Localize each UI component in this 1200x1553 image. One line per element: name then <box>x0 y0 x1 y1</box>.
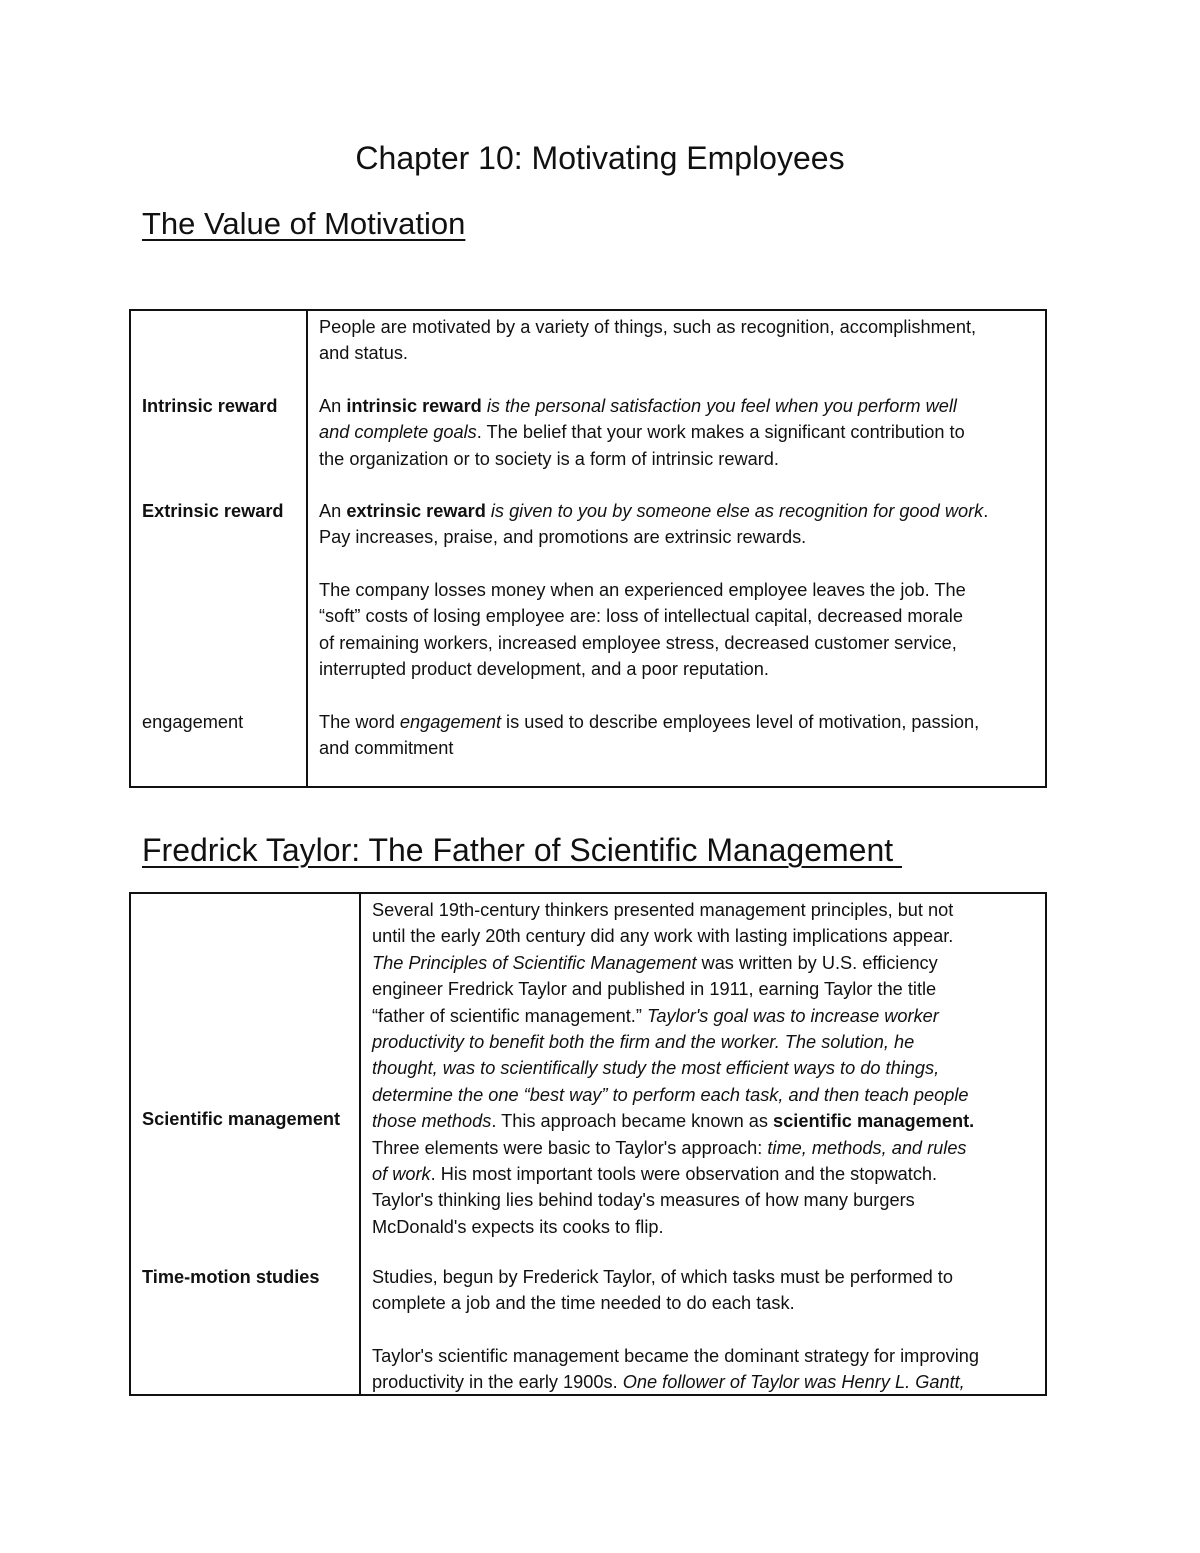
text-run: The word <box>319 712 400 732</box>
text-line: “soft” costs of losing employee are: loss of intellectual capital, decreased morale <box>319 606 963 627</box>
definition-text: is given to you by someone else as recognition for good work <box>485 501 984 521</box>
italic-text: One follower of Taylor was Henry L. Gantt, <box>622 1372 965 1393</box>
term-time-motion-studies: Time-motion studies <box>142 1267 320 1287</box>
text-line: Pay increases, praise, and promotions are extrinsic rewards. <box>319 527 807 548</box>
section-heading-fredrick-taylor: Fredrick Taylor: The Father of Scientific Management <box>142 832 903 868</box>
keyword-engagement: engagement <box>399 712 501 732</box>
text-line <box>372 1003 1035 1029</box>
text-run: An <box>319 396 347 416</box>
term-intrinsic-reward: Intrinsic reward <box>142 396 278 416</box>
text-run: . This approach became known as <box>491 1111 774 1132</box>
motivation-table <box>129 309 1047 788</box>
term-engagement: engagement <box>142 712 244 732</box>
text-run: . The belief that your work makes a significant contribution to <box>476 422 965 443</box>
text-line <box>372 1161 1035 1187</box>
text-line <box>319 498 1035 524</box>
text-line <box>372 1135 1035 1161</box>
text-run: is used to describe employees level of motivation, passion, <box>501 712 980 732</box>
text-line: Taylor's thinking lies behind today's measures of how many burgers <box>372 1190 915 1211</box>
italic-text: Taylor's goal was to increase worker <box>646 1005 939 1026</box>
paragraph-motivation-intro <box>319 314 1035 367</box>
definition-text: and complete goals <box>319 422 477 443</box>
italic-text: those methods <box>372 1111 492 1132</box>
paragraph-dominant-strategy <box>372 1343 1035 1396</box>
text-run: An <box>319 501 347 521</box>
term-extrinsic-reward: Extrinsic reward <box>142 501 284 521</box>
text-run: Three elements were basic to Taylor's approach: <box>372 1137 768 1158</box>
text-line: until the early 20th century did any work with lasting implications appear. <box>372 926 954 947</box>
text-line: and status. <box>319 343 408 364</box>
definition-text: is the personal satisfaction you feel when you perform well <box>481 396 957 416</box>
italic-text: of work <box>372 1164 431 1185</box>
italic-text: time, methods, and rules <box>767 1137 967 1158</box>
definition-column <box>361 894 1045 1394</box>
text-line <box>372 1055 1035 1081</box>
paragraph-turnover-costs <box>319 577 1035 683</box>
italic-text: thought, was to scientifically study the most efficient ways to do things, <box>372 1058 940 1079</box>
page-title: Chapter 10: Motivating Employees <box>355 140 845 176</box>
text-run: was written by U.S. efficiency <box>696 952 938 973</box>
text-line: Taylor's scientific management became the dominant strategy for improving <box>372 1346 979 1366</box>
text-line: The company losses money when an experienced employee leaves the job. The <box>319 580 966 600</box>
text-line: complete a job and the time needed to do each task. <box>372 1293 795 1314</box>
text-run: . <box>983 501 989 521</box>
paragraph-scientific-management <box>372 897 1035 1240</box>
text-line <box>372 1029 1035 1055</box>
text-line: of remaining workers, increased employee stress, decreased customer service, <box>319 632 957 653</box>
text-line: Several 19th-century thinkers presented management principles, but not <box>372 900 954 920</box>
definition-column <box>308 311 1045 786</box>
text-run: productivity in the early 1900s. <box>372 1372 623 1393</box>
text-line: Studies, begun by Frederick Taylor, of which tasks must be performed to <box>372 1267 953 1287</box>
text-line <box>372 1108 1035 1134</box>
text-run: “father of scientific management.” <box>372 1005 647 1026</box>
paragraph-extrinsic-reward <box>319 498 1035 551</box>
section-heading-value-of-motivation: The Value of Motivation <box>142 206 466 241</box>
text-line <box>319 419 1035 445</box>
keyword-scientific-management: scientific management. <box>773 1111 975 1132</box>
term-column <box>131 311 308 786</box>
text-line: engineer Fredrick Taylor and published in 1911, earning Taylor the title <box>372 979 937 1000</box>
italic-text: determine the one “best way” to perform each task, and then teach people <box>372 1084 969 1105</box>
text-line <box>372 950 1035 976</box>
text-line: interrupted product development, and a poor reputation. <box>319 659 769 680</box>
keyword-intrinsic-reward: intrinsic reward <box>346 396 482 416</box>
paragraph-intrinsic-reward <box>319 393 1035 472</box>
text-line <box>372 1369 1035 1395</box>
keyword-extrinsic-reward: extrinsic reward <box>346 501 486 521</box>
text-run: . His most important tools were observation and the stopwatch. <box>430 1164 938 1185</box>
text-line <box>319 393 1035 419</box>
term-scientific-management: Scientific management <box>142 1109 341 1129</box>
text-line <box>319 709 1035 735</box>
text-line: People are motivated by a variety of things, such as recognition, accomplishment, <box>319 317 977 337</box>
book-title: The Principles of Scientific Management <box>372 952 697 973</box>
term-column <box>131 894 361 1394</box>
italic-text: productivity to benefit both the firm and the worker. The solution, he <box>372 1032 915 1053</box>
text-line: McDonald's expects its cooks to flip. <box>372 1216 664 1237</box>
paragraph-engagement <box>319 709 1035 762</box>
scientific-management-table <box>129 892 1047 1396</box>
paragraph-time-motion-studies <box>372 1264 1035 1317</box>
text-line: the organization or to society is a form of intrinsic reward. <box>319 448 779 469</box>
text-line: and commitment <box>319 738 454 759</box>
text-line <box>372 1082 1035 1108</box>
